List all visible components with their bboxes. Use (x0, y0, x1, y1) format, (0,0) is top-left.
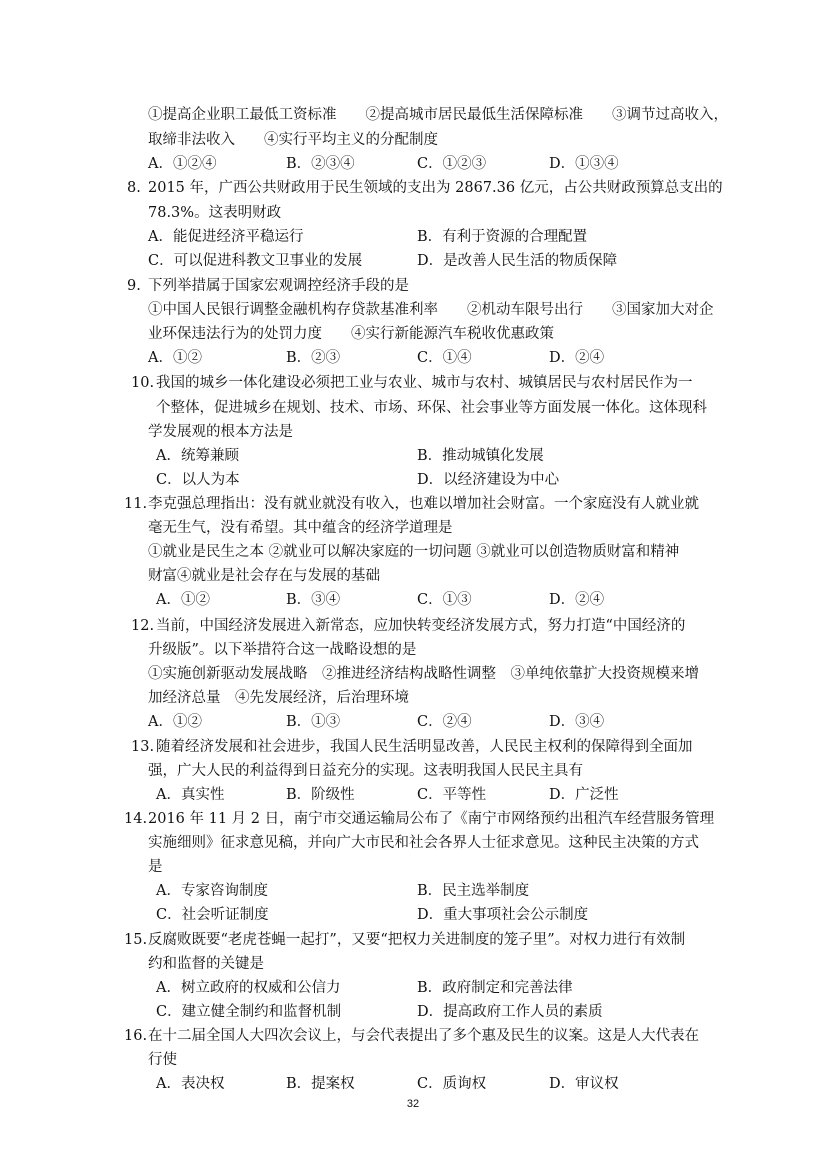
question-text-line: 2016 年 11 月 2 日，南宁市交通运输局公布了《南宁市网络预约出租汽车经营服务管理 (148, 811, 715, 827)
question-text-line: ①实施创新驱动发展战略 ②推进经济结构战略性调整 ③单纯依靠扩大投资规模来增 (148, 666, 699, 682)
question-text-line: 加经济总量 ④先发展经济，后治理环境 (148, 690, 409, 706)
question-text-line: 行使 (148, 1052, 177, 1068)
question-number: 13. (131, 739, 155, 755)
option-b: B．推动城镇化发展 (417, 448, 544, 464)
option-b: B．政府制定和完善法律 (417, 980, 573, 996)
option-b: B．提案权 (286, 1076, 355, 1092)
option-b: B．②③④ (286, 156, 355, 172)
option-a: A．能促进经济平稳运行 (148, 229, 304, 245)
option-a: A．真实性 (156, 787, 225, 803)
question-number: 16. (124, 1028, 148, 1044)
option-a: A．树立政府的权威和公信力 (156, 980, 341, 996)
option-b: B．①③ (286, 714, 341, 730)
option-b: B．有利于资源的合理配置 (417, 229, 588, 245)
question-text-line: 升级版”。以下举措符合这一战略设想的是 (148, 642, 417, 658)
question-text-line: 强，广大人民的利益得到日益充分的实现。这表明我国人民民主具有 (148, 763, 583, 779)
option-d: D．广泛性 (549, 787, 619, 803)
option-b: B．民主选举制度 (417, 883, 530, 899)
question-text-line: 约和监督的关键是 (148, 956, 264, 972)
option-c: C．建立健全制约和监督机制 (156, 1004, 342, 1020)
question-text-line: ①中国人民银行调整金融机构存贷款基准利率 ②机动车限号出行 ③国家加大对企 (148, 302, 714, 318)
option-d: D．审议权 (549, 1076, 619, 1092)
option-d: D．以经济建设为中心 (417, 472, 560, 488)
question-text-line: 随着经济发展和社会进步，我国人民生活明显改善，人民民主权利的保障得到全面加 (156, 739, 693, 755)
question-number: 9. (127, 278, 141, 294)
option-a: A．统筹兼顾 (156, 448, 239, 464)
question-text-line: 在十二届全国人大四次会议上，与会代表提出了多个惠及民生的议案。这是人大代表在 (148, 1028, 699, 1044)
question-text-line: ①就业是民生之本 ②就业可以解决家庭的一切问题 ③就业可以创造物质财富和精神 (148, 544, 680, 560)
option-c: C．质询权 (417, 1076, 487, 1092)
option-a: A．①② (156, 592, 210, 608)
question-text-line: 个整体，促进城乡在规划、技术、市场、环保、社会事业等方面发展一体化。这体现科 (156, 400, 707, 416)
option-b: B．②③ (286, 350, 341, 366)
question-text-line: 毫无生气，没有希望。其中蕴含的经济学道理是 (148, 520, 453, 536)
option-b: B．③④ (286, 592, 341, 608)
option-c: C．平等性 (417, 787, 487, 803)
option-c: C．以人为本 (156, 472, 240, 488)
question-text-line: 实施细则》征求意见稿，并向广大市民和社会各界人士征求意见。这种民主决策的方式 (148, 835, 699, 851)
question-text-line: 下列举措属于国家宏观调控经济手段的是 (148, 278, 409, 294)
question-text-line: 反腐败既要“老虎苍蝇一起打”，又要“把权力关进制度的笼子里”。对权力进行有效制 (148, 932, 686, 948)
option-a: A．①② (148, 350, 202, 366)
question-text-line: 78.3%。这表明财政 (148, 205, 282, 221)
option-c: C．可以促进科教文卫事业的发展 (148, 253, 363, 269)
page-number: 32 (406, 1098, 420, 1110)
option-c: C．社会听证制度 (156, 907, 269, 923)
option-a: A．①②④ (148, 156, 217, 172)
question-number: 12. (131, 618, 155, 634)
option-d: D．①③④ (549, 156, 619, 172)
question-number: 10. (131, 375, 155, 391)
question-text-line: 财富④就业是社会存在与发展的基础 (148, 568, 380, 584)
option-c: C．②④ (417, 714, 472, 730)
question-text-line: 2015 年，广西公共财政用于民生领域的支出为 2867.36 亿元，占公共财政预算总支出的 (148, 180, 723, 196)
option-d: D．提高政府工作人员的素质 (417, 1004, 603, 1020)
option-d: D．②④ (549, 592, 605, 608)
option-c: C．①②③ (417, 156, 487, 172)
option-c: C．①③ (417, 592, 472, 608)
question-text-line: 取缔非法收入 ④实行平均主义的分配制度 (148, 132, 438, 148)
question-text-line: 李克强总理指出：没有就业就没有收入，也难以增加社会财富。一个家庭没有人就业就 (148, 496, 699, 512)
option-b: B．阶级性 (286, 787, 355, 803)
option-a: A．表决权 (156, 1076, 225, 1092)
option-a: A．专家咨询制度 (156, 883, 268, 899)
question-text-line: 我国的城乡一体化建设必须把工业与农业、城市与农村、城镇居民与农村居民作为一 (156, 375, 693, 391)
question-text-line: 学发展观的根本方法是 (148, 424, 293, 440)
option-d: D．重大事项社会公示制度 (417, 907, 589, 923)
option-d: D．③④ (549, 714, 605, 730)
question-number: 15. (124, 932, 148, 948)
question-text-line: 是 (148, 859, 163, 875)
question-text-line: 业环保违法行为的处罚力度 ④实行新能源汽车税收优惠政策 (148, 326, 554, 342)
option-a: A．①② (148, 714, 202, 730)
question-text-line: ①提高企业职工最低工资标准 ②提高城市居民最低生活保障标准 ③调节过高收入， (148, 107, 728, 123)
option-d: D．是改善人民生活的物质保障 (417, 253, 618, 269)
question-text-line: 当前，中国经济发展进入新常态，应加快转变经济发展方式，努力打造“中国经济的 (156, 618, 686, 634)
option-c: C．①④ (417, 350, 472, 366)
question-number: 11. (124, 496, 148, 512)
option-d: D．②④ (549, 350, 605, 366)
question-number: 14. (124, 811, 148, 827)
question-number: 8. (127, 180, 141, 196)
